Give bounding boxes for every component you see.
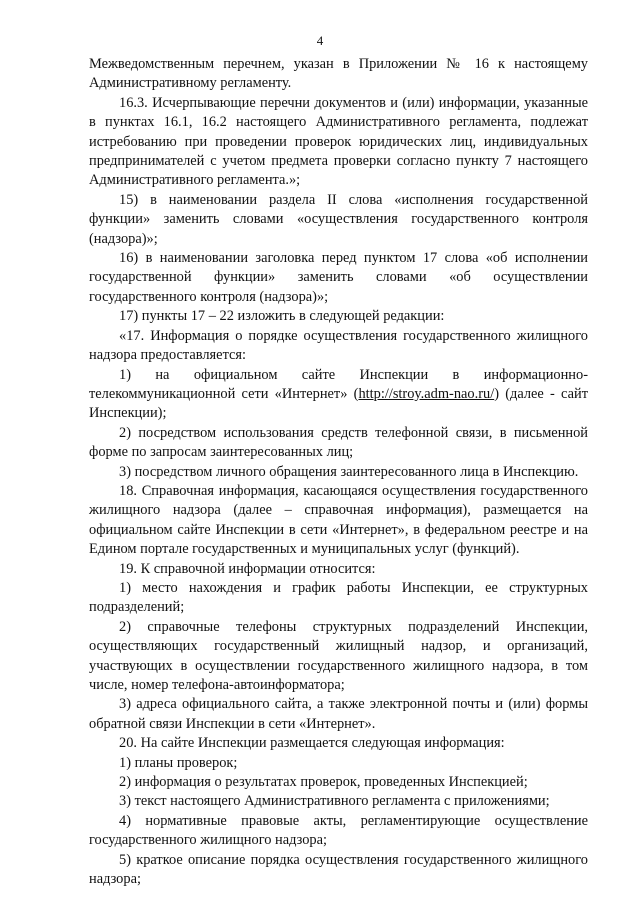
paragraph-17-item-1-text-after: ) (далее - сайт Инспекции);	[89, 385, 588, 422]
paragraph-20-heading: 20. На сайте Инспекции размещается следующая информация:	[119, 735, 505, 752]
paragraph-19-item-3: 3) адреса официального сайта, а также электронной почты и (или) формы обратной связи Инспекции в сети «Интернет».	[89, 696, 588, 732]
paragraph-intro-continuation: Межведомственным перечнем, указан в Приложении № 16 к настоящему Административному регламенту.	[89, 56, 588, 92]
paragraph-20-item-2: 2) информация о результатах проверок, проведенных Инспекцией;	[119, 774, 528, 791]
paragraph-19-heading: 19. К справочной информации относится:	[119, 560, 376, 577]
paragraph-19-item-2: 2) справочные телефоны структурных подразделений Инспекции, осуществляющих государственный жилищный надзор, и организаций, участвующих в осуществлении государственного жилищного надзора, в том числе, номер телефона-автоинформатора;	[89, 618, 588, 693]
paragraph-17-heading: «17. Информация о порядке осуществления государственного жилищного надзора предоставляется:	[89, 327, 588, 364]
paragraph-17-item-2: 2) посредством использования средств телефонной связи, в письменной форме по запросам заинтересованных лиц;	[89, 424, 588, 461]
paragraph-16-3: 16.3. Исчерпывающие перечни документов и (или) информации, указанные в пунктах 16.1, 16.2 настоящего Административного регламента, подлежат истребованию при проведении проверок юридических лиц, индивидуальных предпринимателей с учетом предмета проверки согласно пункту 7 настоящего Административного регламента.»;	[89, 94, 588, 189]
paragraph-20-item-4: 4) нормативные правовые акты, регламентирующие осуществление государственного жилищного надзора;	[89, 812, 588, 849]
document-body	[89, 55, 588, 889]
paragraph-20-item-3: 3) текст настоящего Административного регламента с приложениями;	[119, 793, 550, 810]
paragraph-18: 18. Справочная информация, касающаяся осуществления государственного жилищного надзора (далее – справочная информация), размещается на официальном сайте Инспекции в сети «Интернет», в федеральном реестре и на Едином портале государственных и муниципальных услуг (функций).	[89, 482, 588, 558]
paragraph-17-item-1	[89, 366, 588, 424]
paragraph-17-item-1-text-before: 1) на официальном сайте Инспекции в информационно-телекоммуникационной сети «Интернет» (	[89, 366, 588, 402]
website-link[interactable]: http://stroy.adm-nao.ru/	[358, 385, 495, 402]
page-number: 4	[316, 33, 324, 48]
paragraph-item-16: 16) в наименовании заголовка перед пунктом 17 слова «об исполнении государственной функции» заменить словами «об осуществлении государственного контроля (надзора)»;	[89, 250, 588, 305]
paragraph-20-item-1: 1) планы проверок;	[119, 754, 238, 771]
paragraph-item-17: 17) пункты 17 – 22 изложить в следующей редакции:	[119, 308, 445, 325]
paragraph-17-item-3: 3) посредством личного обращения заинтересованного лица в Инспекцию.	[119, 463, 579, 480]
paragraph-19-item-1: 1) место нахождения и график работы Инспекции, ее структурных подразделений;	[89, 579, 588, 616]
paragraph-20-item-5: 5) краткое описание порядка осуществления государственного жилищного надзора;	[89, 851, 588, 888]
paragraph-item-15: 15) в наименовании раздела II слова «исполнения государственной функции» заменить словами «осуществления государственного контроля (надзора)»;	[89, 191, 588, 247]
